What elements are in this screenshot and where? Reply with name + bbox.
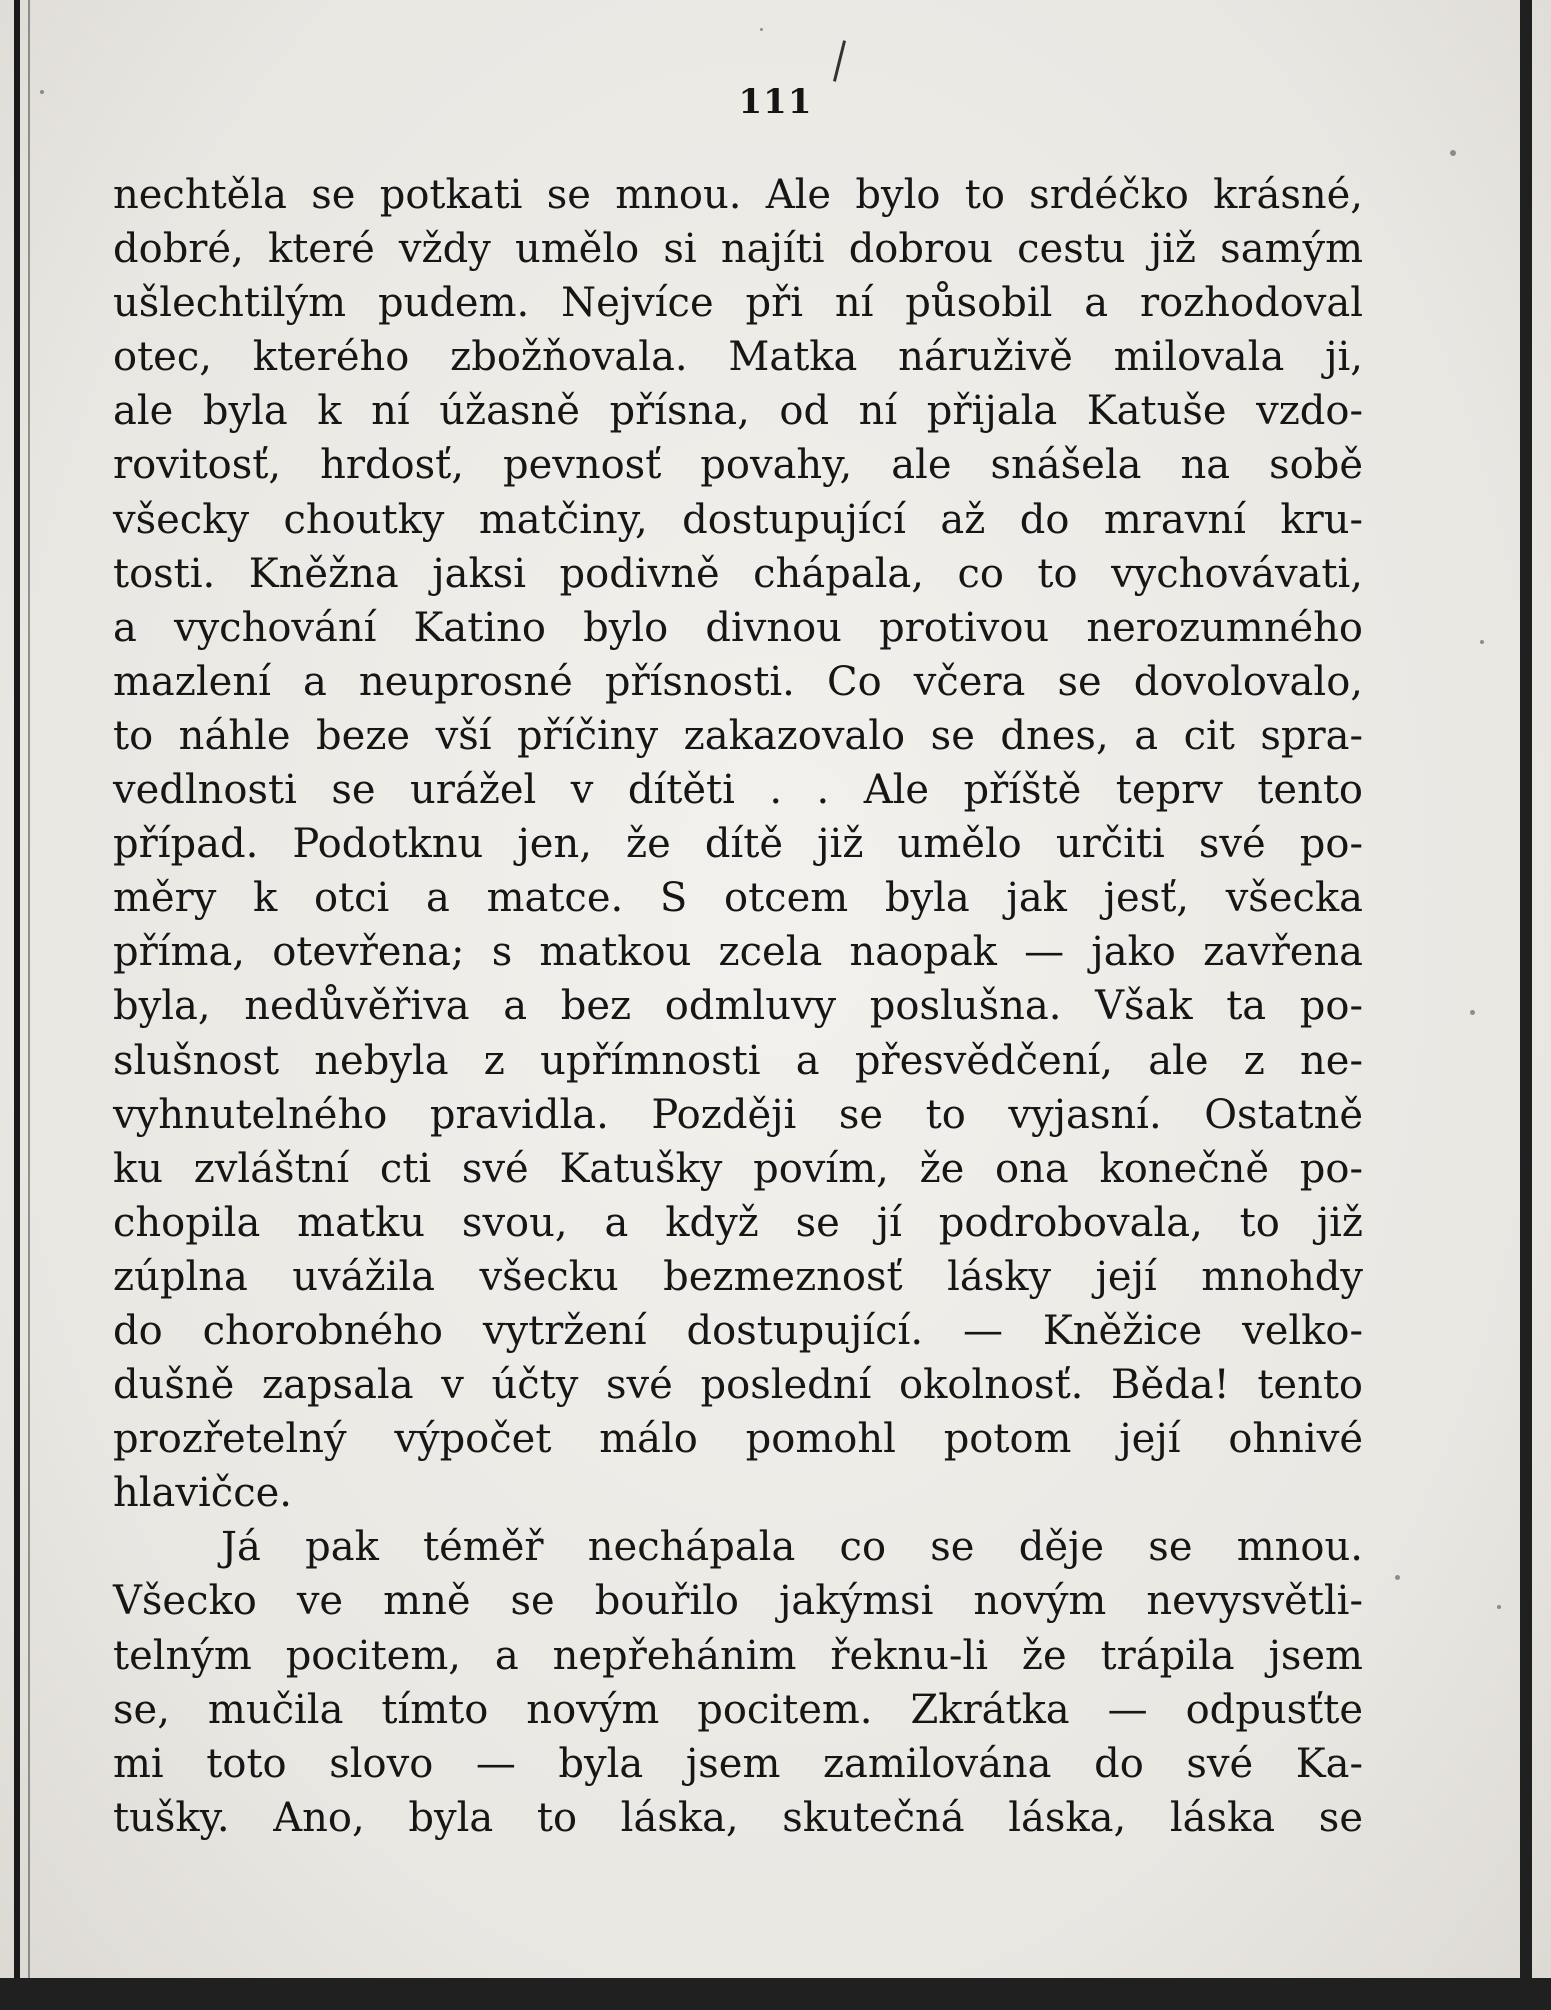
text-line: vedlnosti se urážel v dítěti . . Ale příště teprv tento [113,767,1363,814]
pencil-mark [833,40,846,81]
text-line: tosti. Kněžna jaksi podivně chápala, co to vychovávati, [113,550,1363,597]
paper-speck [1470,1010,1475,1015]
text-line: tušky. Ano, byla to láska, skutečná láska, láska se [113,1794,1363,1841]
text-line: měry k otci a matce. S otcem byla jak jesť, všecka [113,875,1363,922]
text-line: zúplna uvážila všecku bezmeznosť lásky její mnohdy [113,1253,1363,1300]
text-line: Všecko ve mně se bouřilo jakýmsi novým nevysvětli- [113,1578,1363,1625]
paper-speck [1497,1605,1501,1609]
text-line: ušlechtilým pudem. Nejvíce při ní působil a rozhodoval [113,280,1363,327]
text-line: chopila matku svou, a když se jí podrobovala, to již [113,1199,1363,1246]
text-line: případ. Podotknu jen, že dítě již umělo určiti své po- [113,821,1363,868]
paper-speck [760,28,763,31]
paper-speck [1480,640,1484,644]
text-line: dobré, které vždy umělo si najíti dobrou cestu již samým [113,226,1363,273]
right-scan-border [1520,0,1532,2010]
paper-speck [1450,150,1456,156]
text-line: hlavičce. [113,1470,292,1517]
left-gutter-line [28,0,30,2010]
text-line: dušně zapsala v účty své poslední okolnosť. Běda! tento [113,1362,1363,1409]
text-line: byla, nedůvěřiva a bez odmluvy poslušna. Však ta po- [113,983,1363,1030]
text-line: nechtěla se potkati se mnou. Ale bylo to srdéčko krásné, [113,172,1363,218]
bottom-scan-border [0,1978,1551,2010]
text-line: všecky choutky matčiny, dostupující až do mravní kru- [113,496,1363,543]
text-line: mazlení a neuprosné přísnosti. Co včera se dovolovalo, [113,658,1363,705]
left-gutter-edge [14,0,20,2010]
body-text [113,168,1363,1845]
paper-speck [1395,1575,1400,1580]
text-line: mi toto slovo — byla jsem zamilována do své Ka- [113,1740,1363,1787]
text-line: telným pocitem, a nepřehánim řeknu-li že trápila jsem [113,1632,1363,1679]
text-line: ku zvláštní cti své Katušky povím, že ona konečně po- [113,1145,1363,1192]
text-line: ale byla k ní úžasně přísna, od ní přijala Katuše vzdo- [113,388,1363,435]
text-line: příma, otevřena; s matkou zcela naopak — jako zavřena [113,929,1363,976]
text-line: a vychování Katino bylo divnou protivou nerozumného [113,604,1363,651]
text-line: prozřetelný výpočet málo pomohl potom její ohnivé [113,1416,1363,1463]
page-number: 111 [738,82,813,122]
text-line: rovitosť, hrdosť, pevnosť povahy, ale snášela na sobě [113,442,1363,489]
paragraph-first-line: Já pak téměř nechápala co se děje se mnou. [221,1524,1363,1571]
text-line: se, mučila tímto novým pocitem. Zkrátka — odpusťte [113,1686,1363,1733]
text-line: vyhnutelného pravidla. Později se to vyjasní. Ostatně [113,1091,1363,1138]
text-line: otec, kterého zbožňovala. Matka náruživě milovala ji, [113,334,1363,381]
text-line: slušnost nebyla z upřímnosti a přesvědčení, ale z ne- [113,1037,1363,1084]
text-line: to náhle beze vší příčiny zakazovalo se dnes, a cit spra- [113,712,1363,759]
text-line: do chorobného vytržení dostupující. — Kněžice velko- [113,1307,1363,1354]
